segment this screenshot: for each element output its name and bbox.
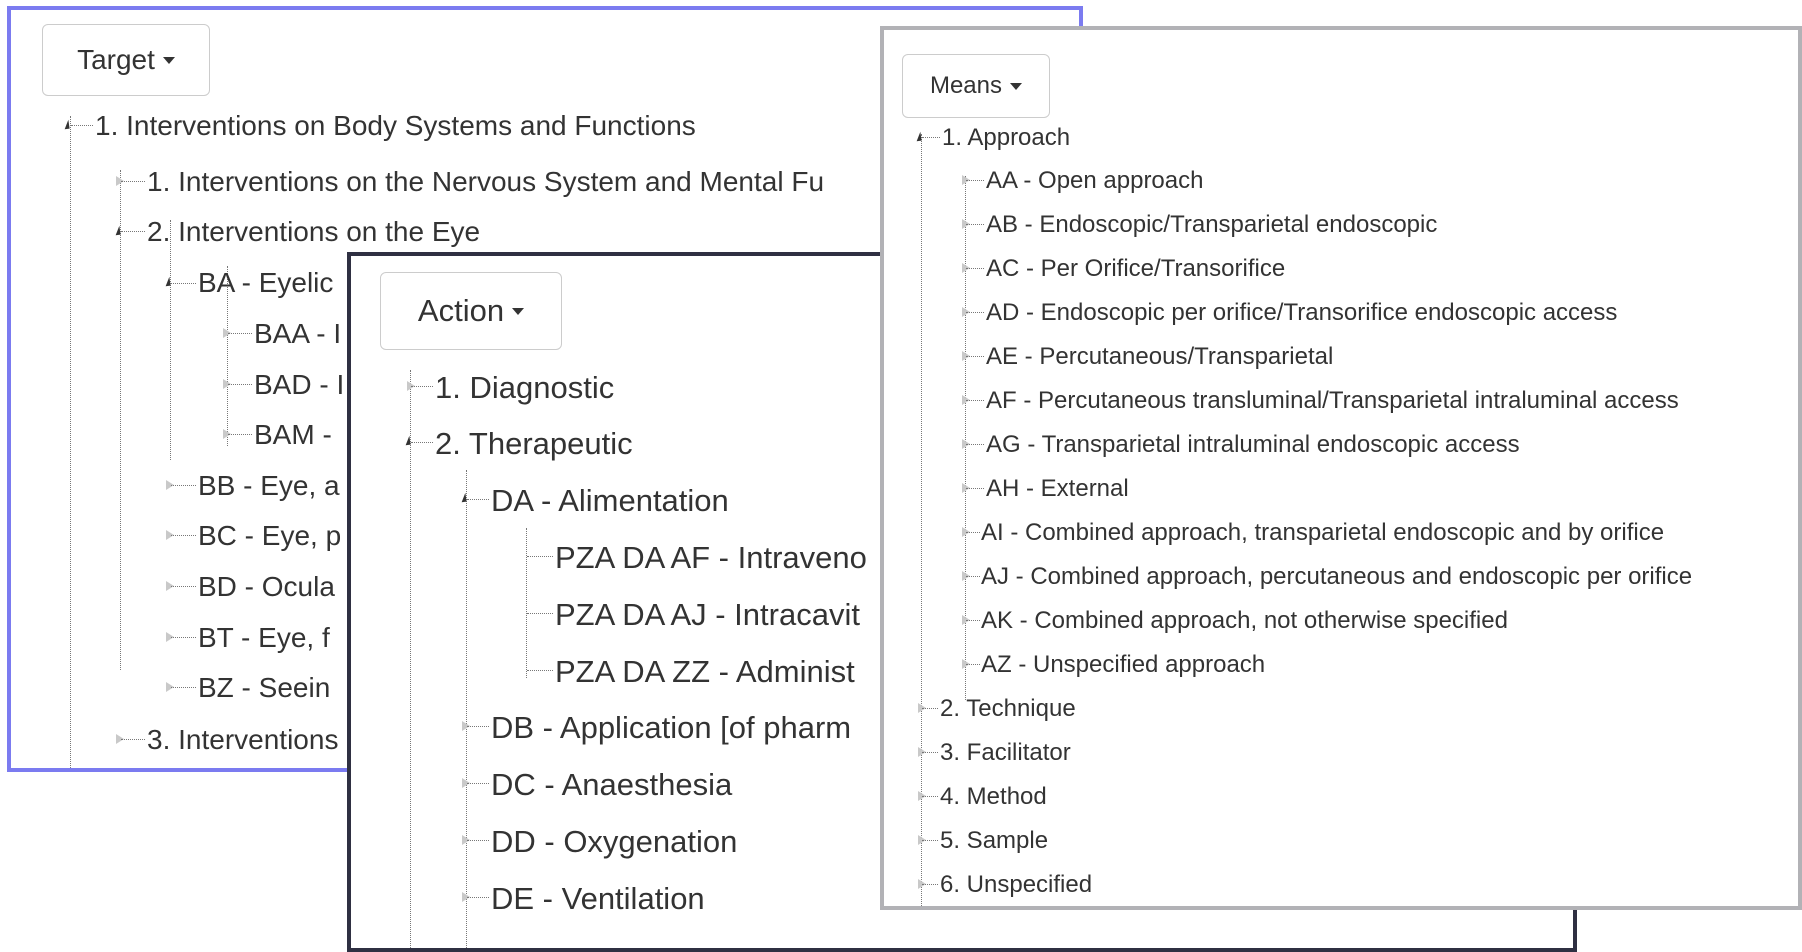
tree-node-az[interactable]: AZ - Unspecified approach <box>981 651 1266 678</box>
caret-down-icon <box>163 57 175 64</box>
target-dropdown-button[interactable] <box>42 24 210 96</box>
tree-node-da-zz[interactable]: PZA DA ZZ - Administ <box>555 654 855 689</box>
tree-node-bd[interactable]: BD - Ocula <box>198 571 335 602</box>
tree-node-ventilation[interactable]: DE - Ventilation <box>491 881 705 916</box>
means-button-label: Means <box>929 72 1003 99</box>
tree-node-af[interactable]: AF - Percutaneous transluminal/Transparietal intraluminal access <box>986 387 1679 414</box>
tree-node-db[interactable]: DB - Application [of pharm <box>491 710 852 745</box>
tree-node-da-af[interactable]: PZA DA AF - Intraveno <box>555 540 867 575</box>
tree-node-therapeutic[interactable]: 2. Therapeutic <box>435 426 633 461</box>
tree-node-ag[interactable]: AG - Transparietal intraluminal endoscopic access <box>986 431 1520 458</box>
tree-node-anaesthesia[interactable]: DC - Anaesthesia <box>491 767 733 802</box>
caret-down-icon <box>512 308 524 315</box>
tree-node-eye[interactable]: 2. Interventions on the Eye <box>147 216 481 247</box>
tree-node-ai[interactable]: AI - Combined approach, transparietal endoscopic and by orifice <box>981 519 1665 546</box>
tree-node-eyelid[interactable]: BA - Eyelic <box>198 267 334 298</box>
tree-node-alimentation[interactable]: DA - Alimentation <box>491 483 729 518</box>
tree-node-facilitator[interactable]: 3. Facilitator <box>940 739 1071 766</box>
tree-node-ab[interactable]: AB - Endoscopic/Transparietal endoscopic <box>986 211 1438 238</box>
tree-node-bb[interactable]: BB - Eye, a <box>198 470 340 501</box>
tree-node-unspecified[interactable]: 6. Unspecified <box>940 871 1093 898</box>
tree-node-body-systems[interactable]: 1. Interventions on Body Systems and Functions <box>95 110 696 141</box>
tree-node-diagnostic[interactable]: 1. Diagnostic <box>435 370 615 405</box>
expanded-triangle-icon[interactable] <box>915 132 921 142</box>
tree-node-oxygenation[interactable]: DD - Oxygenation <box>491 824 738 859</box>
expanded-triangle-icon[interactable] <box>114 226 120 236</box>
means-dropdown-button[interactable] <box>902 54 1050 118</box>
tree-node-aj[interactable]: AJ - Combined approach, percutaneous and endoscopic per orifice <box>981 563 1693 590</box>
action-button-label: Action <box>417 293 505 328</box>
tree-node-ak[interactable]: AK - Combined approach, not otherwise specified <box>981 607 1508 634</box>
tree-node-ac[interactable]: AC - Per Orifice/Transorifice <box>986 255 1286 282</box>
means-panel <box>880 26 1802 910</box>
tree-node-bad[interactable]: BAD - I <box>254 369 345 400</box>
tree-node-baa[interactable]: BAA - I <box>254 318 342 349</box>
tree-node-method[interactable]: 4. Method <box>940 783 1047 810</box>
tree-node-approach[interactable]: 1. Approach <box>942 124 1071 151</box>
tree-node-bam[interactable]: BAM - <box>254 419 332 450</box>
tree-node-bz[interactable]: BZ - Seein <box>198 672 331 703</box>
expanded-triangle-icon[interactable] <box>460 493 466 503</box>
tree-node-ah[interactable]: AH - External <box>986 475 1129 502</box>
tree-node-sample[interactable]: 5. Sample <box>940 827 1049 854</box>
tree-node-interventions-3[interactable]: 3. Interventions <box>147 724 339 755</box>
tree-node-aa[interactable]: AA - Open approach <box>986 167 1204 194</box>
tree-node-technique[interactable]: 2. Technique <box>940 695 1076 722</box>
tree-node-da-aj[interactable]: PZA DA AJ - Intracavit <box>555 597 860 632</box>
expanded-triangle-icon[interactable] <box>404 436 410 446</box>
caret-down-icon <box>1010 83 1022 90</box>
target-button-label: Target <box>77 44 155 75</box>
tree-node-bt[interactable]: BT - Eye, f <box>198 622 330 653</box>
expanded-triangle-icon[interactable] <box>164 277 170 287</box>
tree-node-ad[interactable]: AD - Endoscopic per orifice/Transorifice endoscopic access <box>986 299 1618 326</box>
tree-node-ae[interactable]: AE - Percutaneous/Transparietal <box>986 343 1334 370</box>
expanded-triangle-icon[interactable] <box>63 120 69 130</box>
tree-node-nervous-system[interactable]: 1. Interventions on the Nervous System and Mental Fu <box>147 166 825 197</box>
tree-node-bc[interactable]: BC - Eye, p <box>198 520 342 551</box>
action-dropdown-button[interactable] <box>380 272 562 350</box>
